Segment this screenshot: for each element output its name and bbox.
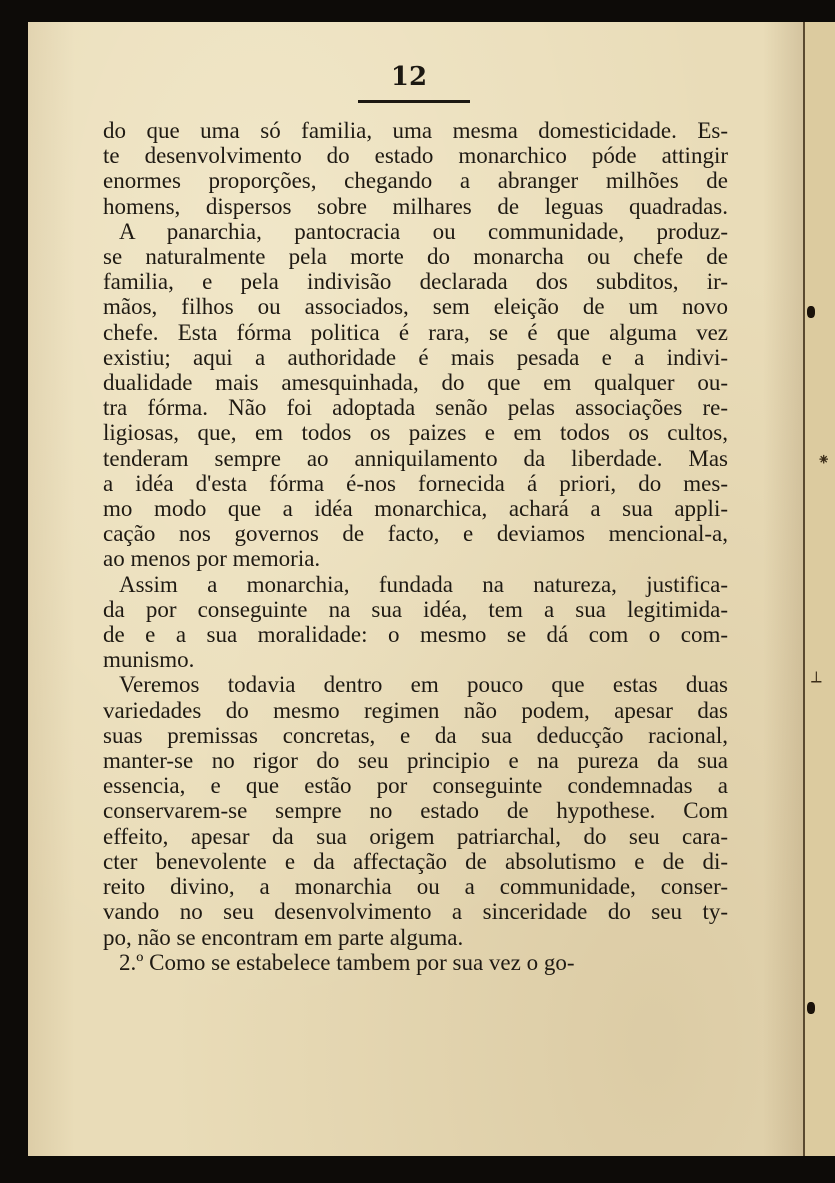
text-line: manter-se no rigor do seu principio e na pureza da sua <box>103 748 728 774</box>
text-line: ligiosas, que, em todos os paizes e em todos os cultos, <box>103 420 728 446</box>
text-line: suas premissas concretas, e da sua deducção racional, <box>103 722 728 748</box>
page-body <box>103 118 728 975</box>
text-line: ao menos por memoria. <box>103 546 321 572</box>
text-line: Assim a monarchia, fundada na natureza, justifica- <box>119 571 728 597</box>
text-line: vando no seu desenvolvimento a sinceridade do seu ty- <box>103 899 728 925</box>
text-line: reito divino, a monarchia ou a communidade, conser- <box>103 874 728 900</box>
page-number: 12 <box>390 62 428 92</box>
header-rule <box>358 100 470 103</box>
text-line: mo modo que a idéa monarchica, achará a sua appli- <box>103 496 728 522</box>
text-line: se naturalmente pela morte do monarcha ou chefe de <box>103 244 728 270</box>
adjacent-page-edge <box>803 22 835 1156</box>
text-line: te desenvolvimento do estado monarchico póde attingir <box>103 143 728 169</box>
text-line: a idéa d'esta fórma é-nos fornecida á priori, do mes- <box>103 470 728 496</box>
text-line: Veremos todavia dentro em pouco que estas duas <box>119 672 728 698</box>
ink-spot <box>807 306 815 318</box>
bleed-through-mark: ⟂ <box>811 667 822 686</box>
text-line: conservarem-se sempre no estado de hypothese. Com <box>103 798 728 824</box>
text-line: 2.º Como se estabelece tambem por sua vez o go- <box>119 949 575 975</box>
text-line: existiu; aqui a authoridade é mais pesada e a indivi- <box>103 344 728 370</box>
book-page <box>28 22 810 1156</box>
text-line: munismo. <box>103 647 195 673</box>
ink-spot <box>807 1002 815 1014</box>
text-line: mãos, filhos ou associados, sem eleição de um novo <box>103 294 728 320</box>
text-line: po, não se encontram em parte alguma. <box>103 924 464 950</box>
text-line: essencia, e que estão por conseguinte condemnadas a <box>103 773 728 799</box>
text-line: chefe. Esta fórma politica é rara, se é que alguma vez <box>103 319 728 345</box>
text-line: tra fórma. Não foi adoptada senão pelas associações re- <box>103 395 728 421</box>
text-line: enormes proporções, chegando a abranger milhões de <box>103 168 728 194</box>
text-line: da por conseguinte na sua idéa, tem a sua legitimida- <box>103 596 728 622</box>
bleed-through-mark: ⁕ <box>817 450 831 469</box>
text-line: homens, dispersos sobre milhares de leguas quadradas. <box>103 193 728 219</box>
text-line: tenderam sempre ao anniquilamento da liberdade. Mas <box>103 445 728 471</box>
text-line: variedades do mesmo regimen não podem, apesar das <box>103 697 728 723</box>
text-line: cação nos governos de facto, e deviamos mencional-a, <box>103 521 728 547</box>
text-line: effeito, apesar da sua origem patriarchal, do seu cara- <box>103 823 728 849</box>
text-line: A panarchia, pantocracia ou communidade, produz- <box>119 218 728 244</box>
text-line: de e a sua moralidade: o mesmo se dá com o com- <box>103 622 728 648</box>
text-line: do que uma só familia, uma mesma domesticidade. Es- <box>103 118 728 143</box>
text-line: cter benevolente e da affectação de absolutismo e de di- <box>103 848 728 874</box>
text-line: dualidade mais amesquinhada, do que em qualquer ou- <box>103 370 728 396</box>
text-line: familia, e pela indivisão declarada dos subditos, ir- <box>103 269 728 295</box>
